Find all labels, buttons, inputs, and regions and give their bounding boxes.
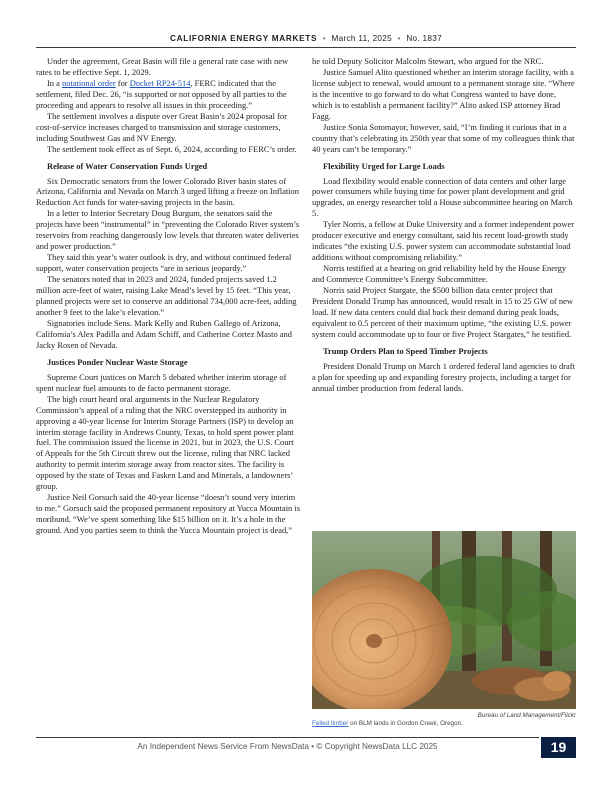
photo-caption [312, 720, 576, 727]
section-heading: Trump Orders Plan to Speed Timber Projects [323, 345, 488, 356]
felled-timber-photo [312, 531, 576, 709]
paragraph: The high court heard oral arguments in the Nuclear Regulatory Commission’s appeal of a ruling that the NRC overstepped its authority in approving a 40-year license for Interim Storage Partners (ISP) to develop an interim storage facility in Andrews County, Texas, to hold spent power plant fuel. The commission issued the license in 2021, but in 2023, the U.S. Court of Appeals for the 5th Circuit threw out the license, ruling that NRC lacked authority to permit interim storage away from reactor sites. The facility is opposed by the state of Texas and Fasken Land and Minerals, a landowners’ group. [36, 393, 294, 492]
footer-text: An Independent News Service From NewsData • © Copyright NewsData LLC 2025 [137, 742, 438, 751]
felled-timber-link[interactable]: Felled timber [312, 720, 349, 727]
paragraph: The settlement involves a dispute over Great Basin’s 2024 proposal for cost-of-service increases charged to transmission and storage customers, including Southwest Gas and NV Energy. [36, 110, 287, 143]
text-run: for [115, 77, 130, 88]
paragraph: The settlement took effect as of Sept. 6, 2024, according to FERC’s order. [47, 143, 297, 154]
text-run: In a [47, 77, 62, 88]
publication-name: CALIFORNIA ENERGY MARKETS [170, 34, 318, 43]
paragraph: Load flexibility would enable connection of data centers and other large power consumers while buying time for power plant development and grid upgrades, an energy researcher told a House subcommittee hearing on March 5. [312, 175, 573, 219]
paragraph: Norris said Project Stargate, the $500 billion data center project that President Donald Trump has announced, would result in 15 to 25 GW of new load. If new data centers could dial back their demand during peak loads, equivalent to 0.5 percent of their maximum uptime, “the existing U.S. power system could accommodate up to four or five Project Stargates,” he testified. [312, 285, 573, 339]
photo-credit: Bureau of Land Management/Flickr [477, 712, 576, 719]
section-heading: Justices Ponder Nuclear Waste Storage [47, 356, 188, 367]
paragraph: Six Democratic senators from the lower Colorado River basin states of Arizona, California and Nevada on March 3 urged lifting a freeze on Inflation Reduction Act funds for water-saving projects in the basin. [36, 175, 299, 208]
section-heading: Flexibility Urged for Large Loads [323, 160, 445, 171]
paragraph: Under the agreement, Great Basin will file a general rate case with new rates to be effective Sept. 1, 2029. [36, 56, 289, 77]
paragraph [36, 78, 300, 111]
paragraph: The senators noted that in 2023 and 2024, funded projects saved 1.2 million acre-feet of water, raising Lake Mead’s level by 15 feet. “This year, planned projects were set to conserve an additional 734,000 acre-feet, adding another 9 feet to the lake’s elevation.” [36, 274, 297, 317]
left-column [36, 56, 300, 536]
section-heading: Release of Water Conservation Funds Urged [47, 160, 208, 171]
header-rule [36, 47, 576, 48]
paragraph: Signatories include Sens. Mark Kelly and Ruben Gallego of Arizona, California’s Alex Padilla and Adam Schiff, and Catherine Cortez Masto and Jacky Rosen of Nevada. [36, 317, 292, 350]
header-separator: • [397, 34, 401, 43]
paragraph: In a letter to Interior Secretary Doug Burgum, the senators said the projects have been “instrumental” in “preventing the Colorado River system’s reservoirs from reaching dangerously low levels that threaten water deliveries and power production.” [36, 208, 300, 252]
paragraph: he told Deputy Solicitor Malcolm Stewart, who argued for the NRC. [312, 56, 544, 66]
issue-date: March 11, 2025 [331, 34, 392, 43]
header-separator: • [322, 34, 326, 43]
paragraph: Supreme Court justices on March 5 debated whether interim storage of spent nuclear fuel amounts to de facto permanent storage. [36, 371, 287, 393]
paragraph: Justice Neil Gorsuch said the 40-year license “doesn’t sound very interim to me.” Gorsuch said the proposed permanent repository at Yucca Mountain is moribund. “We’ve spent something like $15 billion on it. It’s a hole in the ground. And you parties seem to think the Yucca Mountain project is dead,” [36, 492, 300, 536]
paragraph: Justice Sonia Sotomayor, however, said, “I’m finding it curious that in a country that’s celebrating its 250th year that some of my colleagues think that 40 years can’t be temporary.” [312, 121, 575, 154]
paragraph: Tyler Norris, a fellow at Duke University and a former independent power producer executive and energy consultant, said his recent load-growth study indicates “the existing U.S. power system can accommodate substantial load additions without compromising reliability.” [312, 219, 575, 263]
photo-illustration [312, 531, 576, 709]
issue-number: No. 1837 [406, 34, 442, 43]
paragraph: Justice Samuel Alito questioned whether an interim storage facility, with a license subject to renewal, would amount to a permanent storage site. “Where is the incentive to go forward to do what Congress wanted to have done, which is to establish a permanent facility?” Alito asked ISP attorney Brad Fagg. [312, 66, 575, 121]
paragraph: President Donald Trump on March 1 ordered federal land agencies to draft a plan for speeding up and expanding forestry projects, including a target for annual timber production from federal lands. [312, 360, 575, 393]
docket-link[interactable]: Docket RP24-514 [129, 77, 191, 88]
page-number: 19 [541, 737, 576, 758]
right-column [312, 56, 576, 394]
notational-order-link[interactable]: notational order [62, 77, 116, 88]
paragraph: Norris testified at a hearing on grid reliability held by the House Energy and Commerce Committee’s Energy Subcommittee. [312, 263, 567, 285]
paragraph: They said this year’s water outlook is dry, and without continued federal support, water conservation projects “are in serious jeopardy.” [36, 252, 292, 274]
footer-rule [36, 737, 539, 738]
masthead [36, 34, 576, 43]
text-run: , FERC indicated that the settlement, filed Dec. 26, “is supported or not opposed by all parties to the proceeding and appears to resolve all issues in this proceeding.” [36, 77, 287, 110]
caption-text: on BLM lands in Gordon Creek, Oregon. [348, 720, 463, 727]
